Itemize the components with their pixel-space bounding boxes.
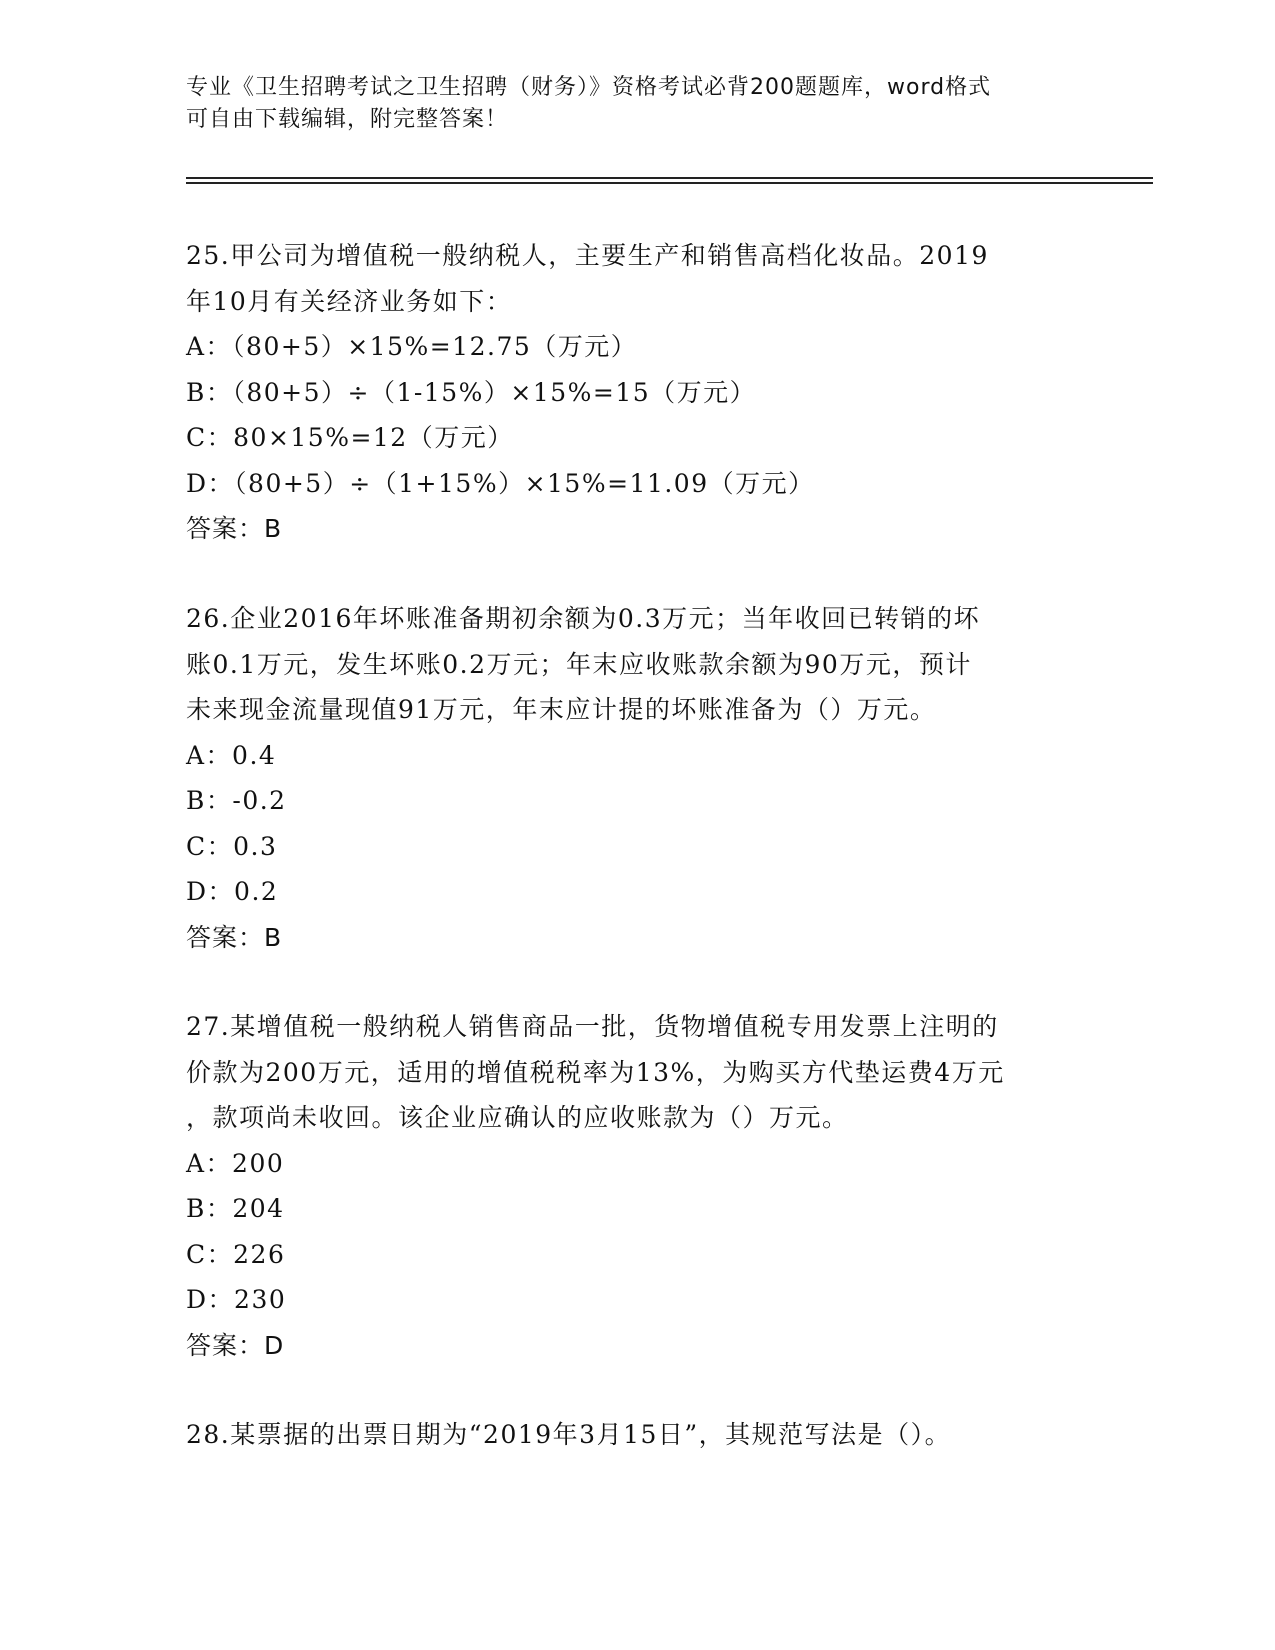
- question-text-line: ，款项尚未收回。该企业应确认的应收账款为（）万元。: [186, 1103, 849, 1132]
- header-divider-bottom: [186, 182, 1153, 184]
- question-28: [186, 1412, 1086, 1458]
- question-text-line: 27.某增值税一般纳税人销售商品一批，货物增值税专用发票上注明的: [186, 1012, 999, 1041]
- option-c: C：80×15%=12（万元）: [186, 423, 514, 452]
- header-line-2: 可自由下载编辑，附完整答案！: [186, 107, 509, 132]
- question-text-line: 年10月有关经济业务如下：: [186, 286, 513, 316]
- option-d: D：0.2: [186, 877, 279, 906]
- question-25: [186, 233, 1086, 552]
- answer: 答案：B: [186, 922, 283, 952]
- option-d: D：（80+5）÷（1+15%）×15%=11.09（万元）: [186, 468, 815, 498]
- option-c: C：0.3: [186, 831, 278, 861]
- question-text-line: 价款为200万元，适用的增值税税率为13%，为购买方代垫运费4万元: [186, 1057, 1005, 1087]
- question-26: [186, 596, 1086, 960]
- option-b: B：204: [186, 1194, 285, 1223]
- question-text-line: 未来现金流量现值91万元，年末应计提的坏账准备为（）万元。: [186, 695, 937, 724]
- question-text-line: 26.企业2016年坏账准备期初余额为0.3万元；当年收回已转销的坏: [186, 604, 981, 633]
- option-b: B：（80+5）÷（1-15%）×15%=15（万元）: [186, 377, 757, 407]
- answer: 答案：D: [186, 1330, 285, 1360]
- question-text-line: 25.甲公司为增值税一般纳税人，主要生产和销售高档化妆品。2019: [186, 241, 989, 270]
- option-a: A：200: [186, 1148, 285, 1178]
- document-header: [186, 72, 1066, 136]
- question-text-line: 账0.1万元，发生坏账0.2万元；年末应收账款余额为90万元，预计: [186, 649, 972, 679]
- option-b: B：-0.2: [186, 786, 287, 815]
- option-a: A：0.4: [186, 740, 277, 770]
- question-27: [186, 1004, 1086, 1368]
- header-divider-top: [186, 177, 1153, 179]
- header-line-1: 专业《卫生招聘考试之卫生招聘（财务）》资格考试必背200题题库，word格式: [186, 75, 992, 100]
- answer: 答案：B: [186, 514, 283, 543]
- option-d: D：230: [186, 1285, 287, 1314]
- option-c: C：226: [186, 1239, 286, 1269]
- option-a: A：（80+5）×15%=12.75（万元）: [186, 332, 638, 361]
- question-text-line: 28.某票据的出票日期为“2019年3月15日”，其规范写法是（）。: [186, 1420, 952, 1449]
